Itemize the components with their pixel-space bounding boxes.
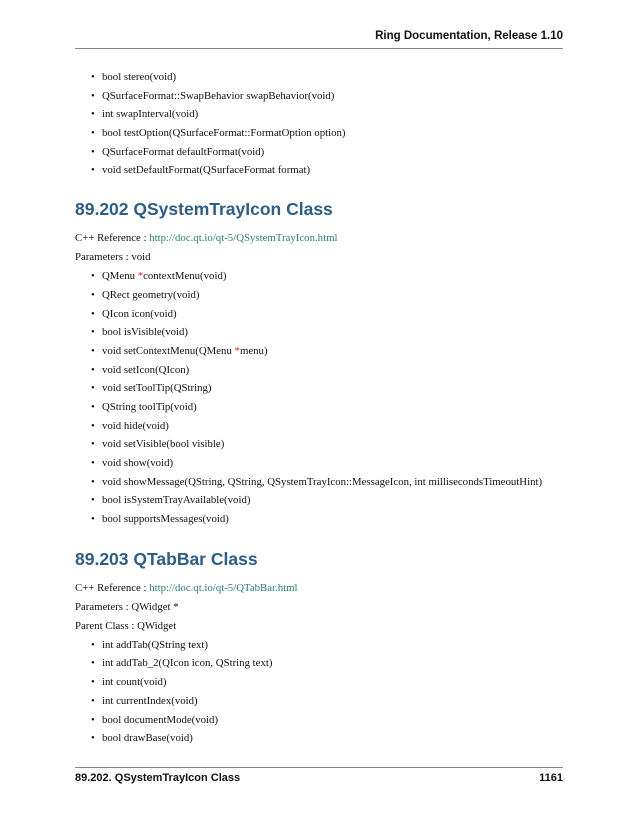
method-signature: QSurfaceFormat::SwapBehavior swapBehavior(void) [102,89,335,102]
method-signature: void hide(void) [102,419,169,432]
section-title-qtabbar: 89.203 QTabBar Class [75,548,258,569]
list-item [75,267,563,286]
section-title-qsystemtrayicon: 89.202 QSystemTrayIcon Class [75,199,333,220]
bullet-icon: • [91,513,95,526]
cpp-reference-label: C++ Reference : [75,581,150,594]
method-signature: contextMenu(void) [143,270,227,283]
list-item [75,361,563,380]
bullet-icon: • [91,713,95,726]
method-signature: int swapInterval(void) [102,108,199,121]
cpp-reference-label: C++ Reference : [75,232,150,245]
list-item [75,143,563,162]
method-signature: bool supportsMessages(void) [102,513,229,526]
running-header: Ring Documentation, Release 1.10 [375,30,563,42]
cpp-reference-link[interactable]: http://doc.qt.io/qt-5/QSystemTrayIcon.html [149,232,338,245]
footer-rule [75,767,563,768]
intro-method-list [75,68,563,180]
bullet-icon: • [91,145,95,158]
parameters-line: Parameters : void [75,251,151,264]
bullet-icon: • [91,108,95,121]
method-signature: void showMessage(QString, QString, QSystemTrayIcon::MessageIcon, int millisecondsTimeoutHint) [102,475,543,488]
list-item [75,711,563,730]
method-signature: QRect geometry(void) [102,288,200,301]
footer-section-title: 89.202. QSystemTrayIcon Class [75,772,241,784]
bullet-icon: • [91,307,95,320]
list-item [75,342,563,361]
cpp-reference [75,579,563,598]
page-content [75,68,563,748]
header-rule [75,48,563,49]
bullet-icon: • [91,326,95,339]
pointer-star: * [137,270,144,283]
method-signature: bool documentMode(void) [102,713,219,726]
list-item [75,124,563,143]
list-item [75,673,563,692]
method-signature: bool isVisible(void) [102,326,189,339]
list-item [75,435,563,454]
bullet-icon: • [91,494,95,507]
method-signature: QMenu [102,270,138,283]
method-signature: int addTab(QString text) [102,638,208,651]
bullet-icon: • [91,657,95,670]
method-signature: menu) [239,344,268,357]
list-item [75,87,563,106]
bullet-icon: • [91,694,95,707]
method-signature: int addTab_2(QIcon icon, QString text) [102,657,273,670]
cpp-reference-link[interactable]: http://doc.qt.io/qt-5/QTabBar.html [149,581,298,594]
bullet-icon: • [91,438,95,451]
list-item [75,68,563,87]
bullet-icon: • [91,382,95,395]
qsystemtrayicon-method-list [75,267,563,529]
bullet-icon: • [91,127,95,140]
bullet-icon: • [91,288,95,301]
list-item [75,379,563,398]
bullet-icon: • [91,164,95,177]
list-item [75,473,563,492]
method-signature: int count(void) [102,676,167,689]
footer-page-number: 1161 [539,772,563,784]
method-signature: void show(void) [102,457,174,469]
method-signature: int currentIndex(void) [102,694,198,707]
method-signature: void setToolTip(QString) [102,382,212,395]
list-item [75,729,563,748]
method-signature: void setDefaultFormat(QSurfaceFormat format) [102,164,311,177]
list-item [75,161,563,180]
bullet-icon: • [91,400,95,413]
method-signature: QSurfaceFormat defaultFormat(void) [102,145,265,158]
bullet-icon: • [91,71,95,83]
list-item [75,692,563,711]
list-item [75,323,563,342]
method-signature: QIcon icon(void) [102,307,177,320]
list-item [75,417,563,436]
list-item [75,491,563,510]
parent-class-line: Parent Class : QWidget [75,619,177,632]
list-item [75,654,563,673]
method-signature: void setContextMenu(QMenu [102,344,235,357]
method-signature: void setIcon(QIcon) [102,363,190,376]
list-item [75,105,563,124]
method-signature: bool isSystemTrayAvailable(void) [102,494,251,507]
cpp-reference [75,229,563,248]
method-signature: bool drawBase(void) [102,732,193,745]
bullet-icon: • [91,270,95,283]
bullet-icon: • [91,676,95,689]
qtabbar-method-list [75,636,563,748]
bullet-icon: • [91,344,95,357]
list-item [75,636,563,655]
list-item [75,305,563,324]
bullet-icon: • [91,457,95,469]
method-signature: void setVisible(bool visible) [102,438,225,451]
list-item [75,286,563,305]
method-signature: QString toolTip(void) [102,400,197,413]
bullet-icon: • [91,89,95,102]
list-item [75,454,563,473]
bullet-icon: • [91,363,95,376]
method-signature: bool testOption(QSurfaceFormat::FormatOption option) [102,127,346,140]
list-item [75,510,563,529]
bullet-icon: • [91,638,95,651]
pointer-star: * [234,344,240,357]
list-item [75,398,563,417]
bullet-icon: • [91,419,95,432]
method-signature: bool stereo(void) [102,71,177,83]
parameters-line: Parameters : QWidget * [75,600,179,613]
bullet-icon: • [91,475,95,488]
bullet-icon: • [91,732,95,745]
